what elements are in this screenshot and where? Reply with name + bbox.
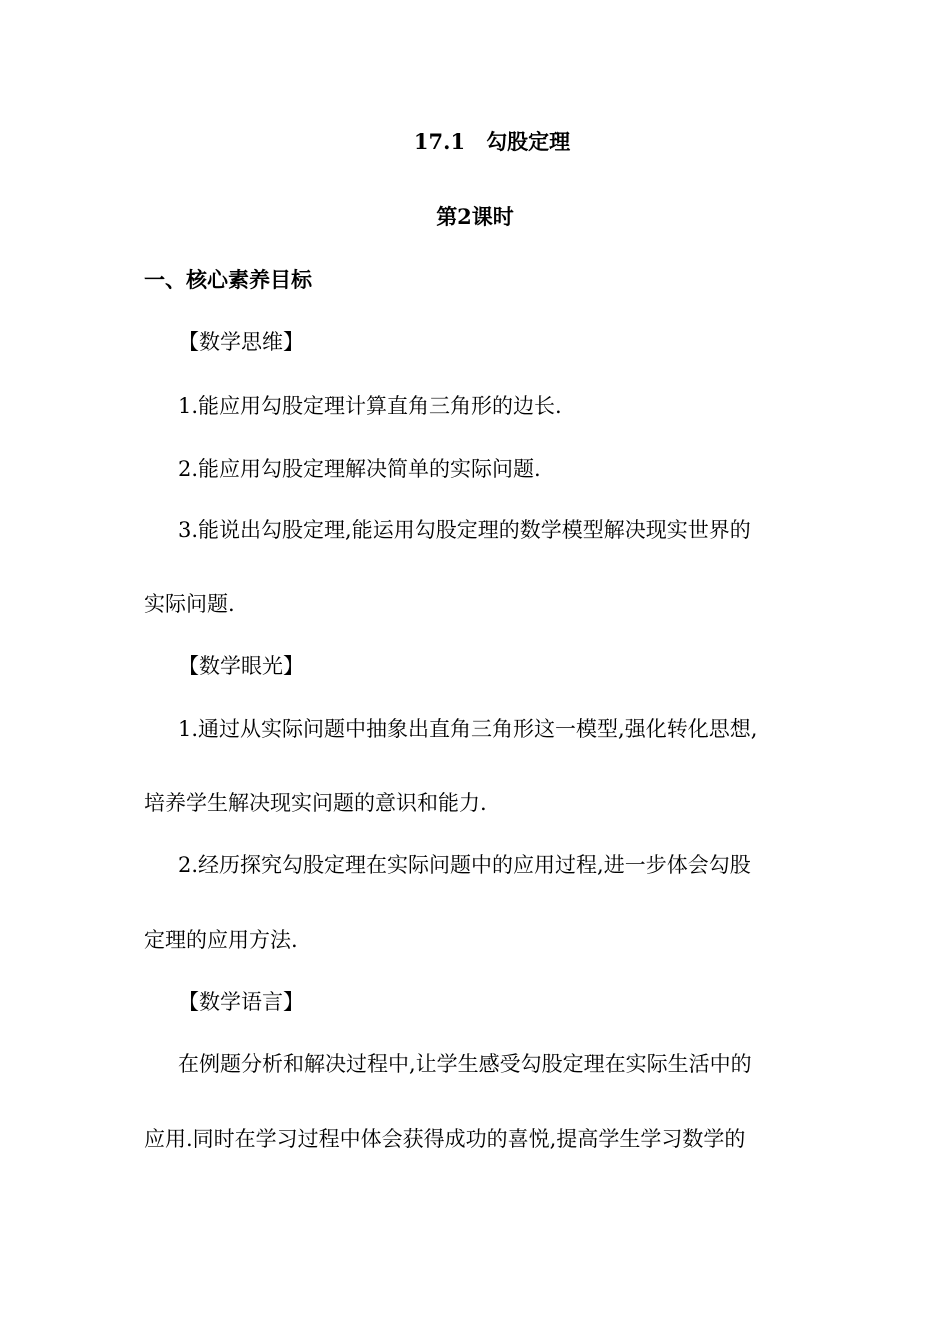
label-math-thinking: 【数学思维】	[178, 330, 304, 354]
math-vision-item-1-line-2: 培养学生解决现实问题的意识和能力.	[144, 791, 487, 815]
math-language-para-line-2: 应用.同时在学习过程中体会获得成功的喜悦,提高学生学习数学的	[144, 1127, 746, 1151]
math-vision-item-1-line-1: 1.通过从实际问题中抽象出直角三角形这一模型,强化转化思想,	[178, 717, 758, 741]
document-title: 17.1 勾股定理	[413, 129, 571, 154]
document-subtitle: 第2课时	[436, 204, 514, 229]
label-math-language: 【数学语言】	[178, 990, 304, 1014]
math-thinking-item-1: 1.能应用勾股定理计算直角三角形的边长.	[178, 394, 562, 418]
math-thinking-item-3-line-1: 3.能说出勾股定理,能运用勾股定理的数学模型解决现实世界的	[178, 518, 751, 542]
math-vision-item-2-line-1: 2.经历探究勾股定理在实际问题中的应用过程,进一步体会勾股	[178, 853, 751, 877]
math-thinking-item-3-line-2: 实际问题.	[144, 592, 235, 616]
math-vision-item-2-line-2: 定理的应用方法.	[144, 928, 298, 952]
label-math-vision: 【数学眼光】	[178, 654, 304, 678]
section-heading-core-goals: 一、核心素养目标	[144, 267, 312, 292]
math-thinking-item-2: 2.能应用勾股定理解决简单的实际问题.	[178, 457, 541, 481]
math-language-para-line-1: 在例题分析和解决过程中,让学生感受勾股定理在实际生活中的	[178, 1052, 752, 1076]
